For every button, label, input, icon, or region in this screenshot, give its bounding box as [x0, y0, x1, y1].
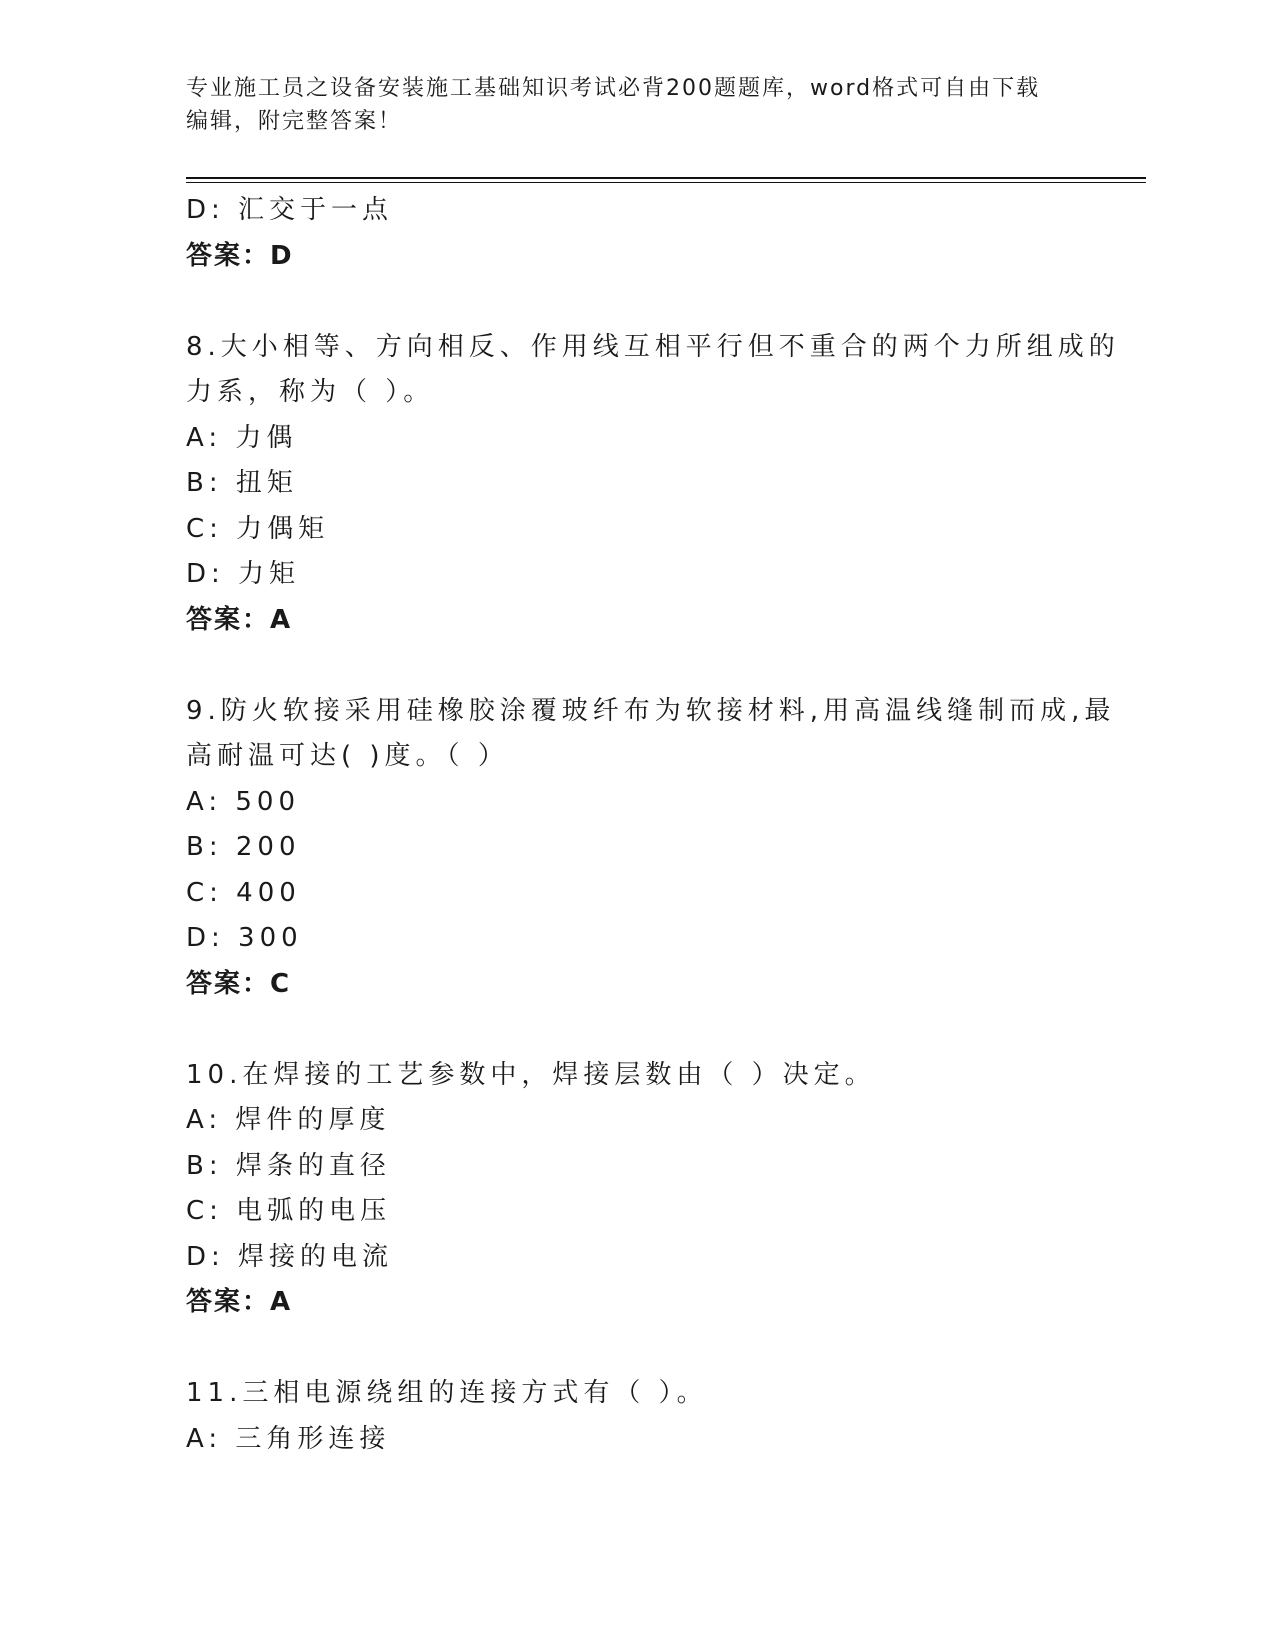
- answer-line: 答案：D: [186, 240, 294, 271]
- spacer: [186, 1326, 1066, 1372]
- question-text-line: 力系，称为（ ）。: [186, 377, 435, 407]
- option-c: C: 电弧的电压: [186, 1196, 392, 1226]
- option-d: D: 力矩: [186, 559, 301, 589]
- answer-line: 答案：A: [186, 1287, 293, 1317]
- option-d: D: 300: [186, 923, 303, 953]
- question-block-9: [186, 689, 1116, 1008]
- option-d: D: 汇交于一点: [186, 195, 394, 225]
- option-c: C: 400: [186, 877, 301, 908]
- question-text-line: 9.防火软接采用硅橡胶涂覆玻纤布为软接材料,用高温线缝制而成,最: [186, 695, 1116, 726]
- header-rule-thin: [186, 182, 1146, 183]
- option-b: B: 扭矩: [186, 468, 298, 498]
- answer-line: 答案：A: [186, 604, 293, 635]
- option-b: B: 焊条的直径: [186, 1150, 391, 1181]
- header-text: 专业施工员之设备安装施工基础知识考试必背200题题库，word格式可自由下载 编辑，附完整答案！: [186, 76, 1041, 134]
- option-a: A: 500: [186, 786, 300, 817]
- document-header: [186, 72, 1066, 138]
- spacer: [186, 279, 1066, 325]
- option-d: D: 焊接的电流: [186, 1241, 394, 1272]
- spacer: [186, 643, 1066, 689]
- option-a: A: 焊件的厚度: [186, 1105, 391, 1135]
- question-text-line: 高耐温可达( )度。（ ）: [186, 741, 509, 771]
- option-a: A: 力偶: [186, 422, 298, 453]
- question-text-line: 8.大小相等、方向相反、作用线互相平行但不重合的两个力所组成的: [186, 331, 1120, 362]
- option-c: C: 力偶矩: [186, 513, 330, 544]
- option-b: B: 200: [186, 832, 301, 862]
- question-block-11: [186, 1371, 1066, 1462]
- spacer: [186, 1007, 1066, 1053]
- question-block-10: [186, 1053, 1066, 1326]
- question-text-line: 11.三相电源绕组的连接方式有（ ）。: [186, 1378, 708, 1408]
- answer-line: 答案：C: [186, 968, 292, 999]
- question-text-line: 10.在焊接的工艺参数中，焊接层数由（ ）决定。: [186, 1059, 876, 1090]
- header-rule-thick: [186, 177, 1146, 179]
- question-block-8: [186, 325, 1120, 644]
- question-content: [186, 188, 1120, 1462]
- option-a: A: 三角形连接: [186, 1423, 391, 1454]
